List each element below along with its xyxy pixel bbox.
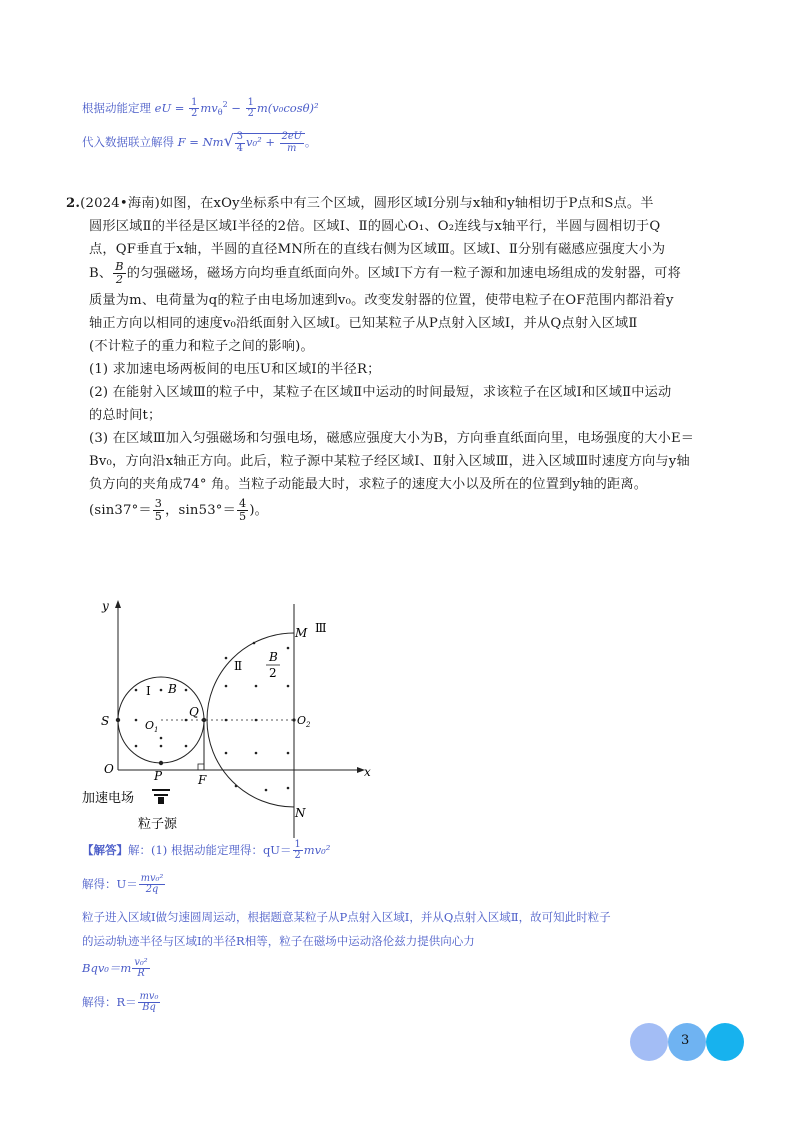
- denominator: 2: [294, 850, 301, 862]
- denominator: 2: [191, 108, 198, 120]
- equation-part: mv: [200, 100, 218, 115]
- y-axis-arrow: [115, 600, 121, 608]
- region-2-label: Ⅱ: [234, 659, 243, 673]
- region-2-semicircle: [207, 633, 294, 807]
- page-number-badge: [630, 1022, 744, 1062]
- question-line: [66, 261, 738, 289]
- o1-label: [145, 719, 159, 734]
- denominator: 5: [154, 509, 163, 523]
- fraction: [139, 874, 166, 896]
- denominator: 2: [247, 108, 254, 120]
- fraction: [113, 261, 125, 286]
- o1-letter: O: [145, 719, 155, 732]
- m-label: M: [295, 626, 308, 640]
- q-label: Q: [189, 705, 199, 719]
- denominator: 4: [236, 142, 243, 154]
- numerator: 1: [247, 97, 254, 109]
- p-label: P: [154, 769, 163, 783]
- solution-text: 解得：U＝: [82, 876, 138, 891]
- sub-question-3-cont: 负方向的夹角成74° 角。当粒子动能最大时，求粒子的速度大小以及所在的位置到y轴的距离。: [89, 477, 648, 492]
- prev-answer-line1: 根据动能定理 eU = $\frac{1}{2}$ $mv_\theta^2$ − $\frac{1}{2}$ m(v₀cosθ)²: [82, 97, 319, 120]
- point-P: [159, 761, 163, 765]
- n-label: N: [295, 806, 306, 820]
- region-3-label: Ⅲ: [315, 621, 327, 635]
- fraction: [189, 98, 199, 120]
- right-angle-mark: [198, 764, 204, 770]
- fraction: [138, 992, 161, 1014]
- o2-label: [297, 714, 311, 729]
- question-text: 的匀强磁场，磁场方向均垂直纸面向外。区域Ⅰ下方有一粒子源和加速电场组成的发射器，可将: [126, 265, 682, 281]
- question-text: )。: [249, 502, 269, 518]
- question-line: 点，QF垂直于x轴，半圆的直径MN所在的直线右侧为区域Ⅲ。区域Ⅰ、Ⅱ分别有磁感应强度大小为: [89, 242, 666, 257]
- x-axis-label: x: [364, 765, 371, 779]
- sqrt-symbol: √: [223, 131, 234, 150]
- solution-text: mv₀²: [303, 842, 331, 857]
- equation-part: m(v₀cosθ)²: [256, 100, 319, 115]
- question-line: (不计粒子的重力和粒子之间的影响)。: [89, 339, 314, 354]
- point-S: [116, 718, 120, 722]
- numerator: 1: [191, 97, 198, 109]
- solution-text: 解：(1) 根据动能定理得：qU＝: [128, 842, 292, 857]
- question-line: [66, 192, 738, 215]
- question-line: 质量为m、电荷量为q的粒子由电场加速到v₀。改变发射器的位置，使带电粒子在OF范围内都沿着y: [89, 293, 674, 308]
- solution-text: 解得：R＝: [82, 994, 137, 1009]
- denominator: R: [137, 968, 145, 980]
- fraction: [153, 498, 164, 523]
- question-text: B、: [89, 265, 113, 281]
- prev-answer-label: 代入数据联立解得: [82, 135, 174, 149]
- equation-part: F = Nm: [177, 135, 224, 149]
- denominator: 2q: [145, 884, 159, 896]
- s-label: S: [101, 714, 110, 728]
- solution-line4: 的运动轨迹半径与区域Ⅰ的半径R相等，粒子在磁场中运动洛伦兹力提供向心力: [82, 934, 475, 948]
- sub-question-3: (3) 在区域Ⅲ加入匀强磁场和匀强电场，磁感应强度大小为B，方向垂直纸面向里，电场强度的大小E＝: [89, 431, 695, 446]
- solution-line3: 粒子进入区域Ⅰ做匀速圆周运动，根据题意某粒子从P点射入区域Ⅰ，并从Q点射入区域Ⅱ，故可知此时粒子: [82, 910, 611, 924]
- origin-label: O: [104, 762, 114, 776]
- o1-subscript: 1: [154, 726, 159, 734]
- solution-line6: [82, 992, 161, 1014]
- y-axis-label: y: [102, 599, 109, 613]
- f-label: F: [198, 773, 207, 787]
- denominator: m: [287, 142, 297, 154]
- sub-question-3-cont: Bv₀，方向沿x轴正方向。此后，粒子源中某粒子经区域Ⅰ、Ⅱ射入区域Ⅲ，进入区域Ⅲ时速度方向与y轴: [89, 454, 690, 469]
- region-1-b-label: B: [168, 682, 177, 696]
- fraction: [246, 98, 256, 120]
- fraction: [280, 132, 304, 154]
- region-1-label: Ⅰ: [146, 684, 151, 698]
- question-line: 轴正方向以相同的速度v₀沿纸面射入区域Ⅰ。已知某粒子从P点射入区域Ⅰ，并从Q点射入区域Ⅱ: [89, 316, 638, 331]
- fraction: [132, 958, 149, 980]
- sqrt-body: [234, 131, 305, 154]
- source-label: 粒子源: [138, 817, 178, 832]
- denominator: 2: [115, 272, 124, 286]
- solution-line2: [82, 874, 166, 896]
- page-circle-left: [630, 1023, 668, 1061]
- denominator: Bq: [142, 1002, 156, 1014]
- sub-question-1: (1) 求加速电场两板间的电压U和区域Ⅰ的半径R；: [89, 362, 381, 377]
- solution-header: 【解答】: [82, 842, 128, 857]
- numerator: 3: [236, 131, 243, 143]
- prev-answer-line2: [82, 132, 316, 154]
- page-circle-right: [706, 1023, 744, 1061]
- numerator: 3: [154, 497, 163, 510]
- solution-line5: [82, 958, 151, 980]
- point-Q: [202, 718, 206, 722]
- sub-question-2: (2) 在能射入区域Ⅲ的粒子中，某粒子在区域Ⅱ中运动的时间最短，求该粒子在区域Ⅰ和区域Ⅱ中运动: [89, 385, 672, 400]
- region-2-b-denominator: 2: [269, 666, 277, 680]
- fraction: [237, 498, 248, 523]
- question-text: ，sin53°＝: [165, 502, 236, 518]
- solution-line1: [82, 840, 330, 862]
- numerator: mv₀²: [140, 873, 164, 884]
- numerator: 2eU: [281, 131, 302, 143]
- numerator: v₀²: [134, 957, 148, 968]
- sin-values: [66, 498, 738, 523]
- physics-diagram: [76, 598, 386, 838]
- numerator: 4: [238, 497, 247, 510]
- equation-part: eU =: [154, 100, 189, 115]
- question-text: 如图，在xOy坐标系中有三个区域，圆形区域Ⅰ分别与x轴和y轴相切于P点和S点。半: [159, 196, 654, 211]
- numerator: mv₀: [139, 991, 159, 1002]
- question-number: 2.: [66, 196, 81, 211]
- question-block: [66, 192, 738, 523]
- equation-part: 。: [304, 135, 317, 149]
- question-line: 圆形区域Ⅱ的半径是区域Ⅰ半径的2倍。区域Ⅰ、Ⅱ的圆心O₁、O₂连线与x轴平行，半圆与圆相切于Q: [89, 219, 661, 234]
- numerator: 1: [294, 839, 301, 850]
- region-2-b-numerator: B: [269, 650, 278, 664]
- o2-letter: O: [297, 714, 307, 727]
- point-O2: [292, 718, 295, 721]
- solution-text: Bqv₀＝m: [82, 960, 132, 975]
- o2-subscript: 2: [306, 721, 311, 729]
- equation-part: v₀² +: [245, 135, 279, 149]
- accel-label: 加速电场: [82, 791, 135, 806]
- prev-answer-label: 根据动能定理: [82, 100, 151, 115]
- page-number: 3: [681, 1033, 690, 1048]
- numerator: B: [115, 260, 124, 273]
- sub-question-2-cont: 的总时间t；: [89, 408, 162, 423]
- question-text: (sin37°＝: [89, 502, 152, 518]
- accelerator-device: [152, 790, 170, 804]
- fraction: [235, 132, 245, 154]
- denominator: 5: [238, 509, 247, 523]
- fraction: [293, 840, 303, 862]
- region-1-field-dots: [135, 689, 188, 748]
- question-source: (2024•海南): [80, 196, 160, 211]
- equation-part: −: [227, 100, 245, 115]
